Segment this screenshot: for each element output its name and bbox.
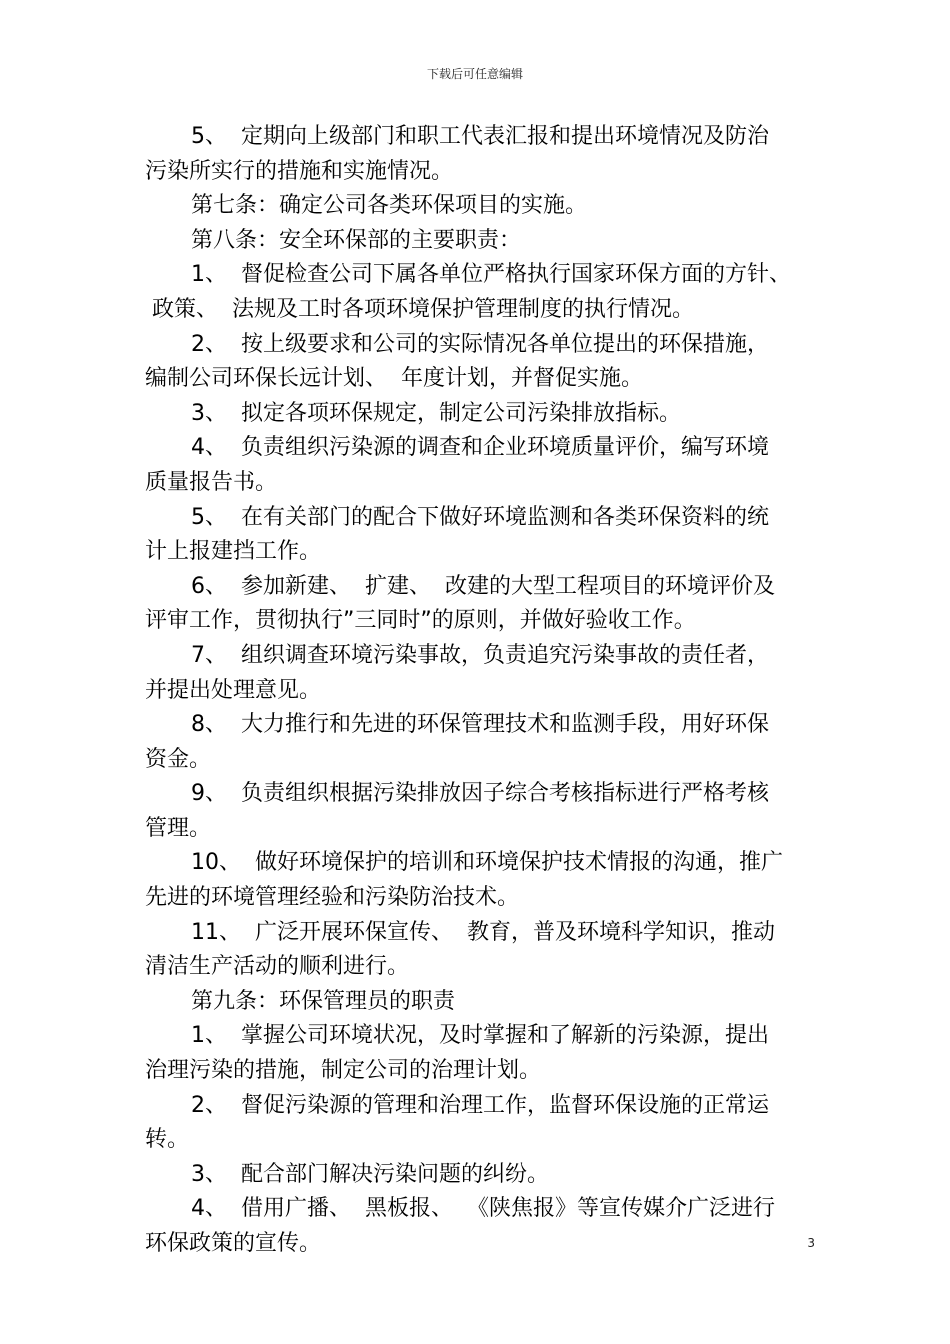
text-line: 3、 配合部门解决污染问题的纠纷。 xyxy=(191,1161,549,1187)
text-line: 2、 按上级要求和公司的实际情况各单位提出的环保措施， xyxy=(191,331,769,357)
text-line: 7、 组织调查环境污染事故，负责追究污染事故的责任者， xyxy=(191,642,769,668)
text-line: 1、 督促检查公司下属各单位严格执行国家环保方面的方针、 xyxy=(191,262,791,288)
text-line: 环保政策的宣传。 xyxy=(145,1231,322,1256)
text-line: 4、 负责组织污染源的调查和企业环境质量评价，编写环境 xyxy=(191,435,769,461)
text-line: 2、 督促污染源的管理和治理工作，监督环保设施的正常运 xyxy=(191,1092,769,1118)
text-line: 9、 负责组织根据污染排放因子综合考核指标进行严格考核 xyxy=(191,781,769,807)
text-line: 5、 定期向上级部门和职工代表汇报和提出环境情况及防治 xyxy=(191,124,769,149)
document-body xyxy=(145,120,807,1262)
text-line: 第八条：安全环保部的主要职责： xyxy=(191,227,522,253)
text-line: 治理污染的措施，制定公司的治理计划。 xyxy=(145,1058,542,1084)
text-line: 10、 做好环境保护的培训和环境保护技术情报的沟通，推广 xyxy=(191,850,783,876)
text-line: 政策、 法规及工时各项环境保护管理制度的执行情况。 xyxy=(145,296,694,322)
text-line: 1、 掌握公司环境状况，及时掌握和了解新的污染源，提出 xyxy=(191,1023,769,1049)
text-line: 8、 大力推行和先进的环保管理技术和监测手段，用好环保 xyxy=(191,712,769,738)
text-line: 6、 参加新建、 扩建、 改建的大型工程项目的环境评价及 xyxy=(191,573,775,599)
text-line: 评审工作，贯彻执行”三同时”的原则，并做好验收工作。 xyxy=(145,608,696,634)
text-line: 11、 广泛开展环保宣传、 教育，普及环境科学知识，推动 xyxy=(191,919,775,945)
text-line: 质量报告书。 xyxy=(145,469,278,495)
text-line: 污染所实行的措施和实施情况。 xyxy=(145,158,454,184)
text-line: 编制公司环保长远计划、 年度计划，并督促实施。 xyxy=(145,366,643,392)
text-line: 3、 拟定各项环保规定，制定公司污染排放指标。 xyxy=(191,400,681,426)
text-line: 5、 在有关部门的配合下做好环境监测和各类环保资料的统 xyxy=(191,504,769,530)
text-line: 第九条：环保管理员的职责 xyxy=(191,988,456,1014)
text-line: 清洁生产活动的顺利进行。 xyxy=(145,954,410,980)
text-line: 先进的环境管理经验和污染防治技术。 xyxy=(145,885,520,911)
text-line: 资金。 xyxy=(145,746,212,772)
text-line: 转。 xyxy=(145,1127,190,1153)
text-line: 并提出处理意见。 xyxy=(145,677,322,703)
text-line: 4、 借用广播、 黑板报、 《陕焦报》等宣传媒介广泛进行 xyxy=(191,1196,775,1222)
text-line: 第七条：确定公司各类环保项目的实施。 xyxy=(191,193,588,219)
text-line: 管理。 xyxy=(145,815,212,841)
page-header: 下载后可任意编辑 xyxy=(426,67,523,81)
page-number: 3 xyxy=(807,1236,815,1250)
text-line: 计上报建挡工作。 xyxy=(145,539,322,565)
